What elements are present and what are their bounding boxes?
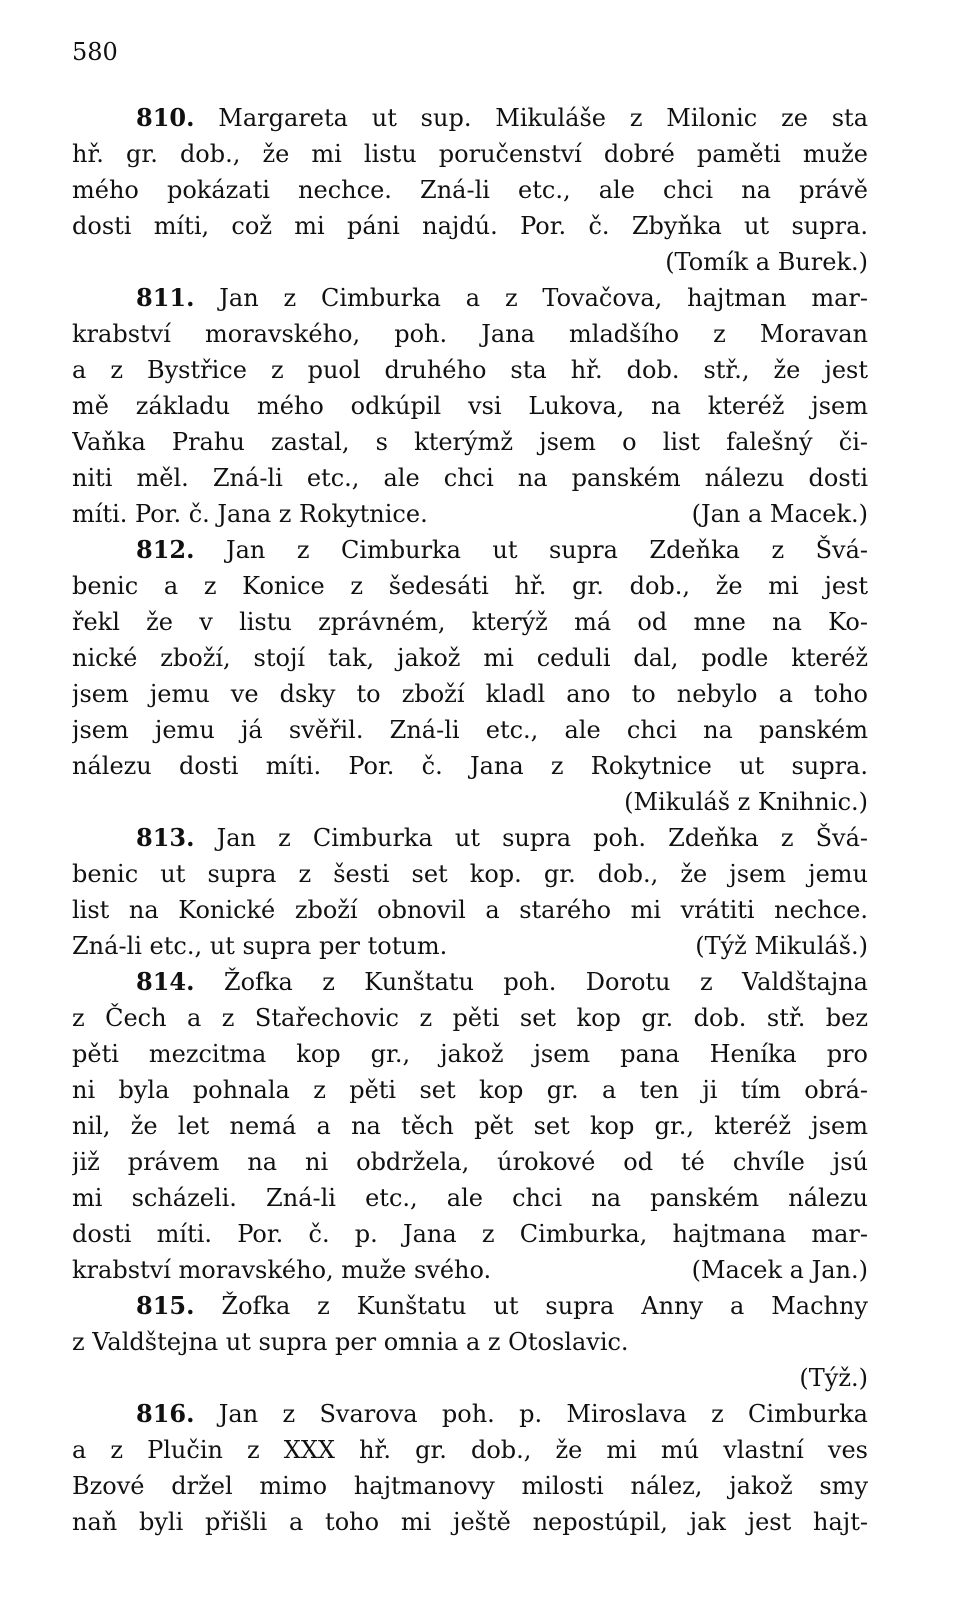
entry-text: míti. Por. č. Jana z Rokytnice. [72,500,428,528]
entry-812-line-4: nické zboží, stojí tak, jakož mi ceduli dal, podle kteréž [72,644,868,672]
entry-814-line-8: dosti míti. Por. č. p. Jana z Cimburka, hajtmana mar- [72,1220,868,1248]
entry-810-line-3: mého pokázati nechce. Zná-li etc., ale chci na právě [72,176,868,204]
entry-811-line-5: Vaňka Prahu zastal, s kterýmž jsem o list falešný či- [72,428,868,456]
entry-811-line-1 [72,280,868,316]
entry-815-line-2: z Valdštejna ut supra per omnia a z Otoslavic. [72,1328,629,1356]
entry-813-line-4 [72,928,868,964]
document-text [72,100,868,1540]
entry-814-line-4: ni byla pohnala z pěti set kop gr. a ten ji tím obrá- [72,1076,868,1104]
entry-number: 812. [136,535,195,564]
entry-number: 816. [136,1399,195,1428]
entry-811-line-2: krabství moravského, poh. Jana mladšího z Moravan [72,320,868,348]
entry-text: Jan z Cimburka ut supra Zdeňka z Švá- [225,536,868,564]
entry-816-line-4: naň byli přišli a toho mi ještě nepostúpil, jak jest hajt- [72,1508,868,1536]
entry-814-witnesses: (Macek a Jan.) [691,1256,868,1284]
entry-number: 814. [136,967,195,996]
entry-812-line-5: jsem jemu ve dsky to zboží kladl ano to nebylo a toho [72,680,868,708]
entry-812-line-7: nálezu dosti míti. Por. č. Jana z Rokytnice ut supra. [72,752,868,780]
entry-811-line-7 [72,496,868,532]
entry-812-line-6: jsem jemu já svěřil. Zná-li etc., ale chci na panském [72,716,868,744]
entry-816-line-2: a z Plučin z XXX hř. gr. dob., že mi mú vlastní ves [72,1436,868,1464]
entry-text: Žofka z Kunštatu ut supra Anny a Machny [221,1292,868,1320]
entry-810-line-4: dosti míti, což mi páni najdú. Por. č. Zbyňka ut supra. [72,212,868,240]
entry-number: 813. [136,823,195,852]
entry-814-line-6: již právem na ni obdržela, úrokové od té chvíle jsú [72,1148,868,1176]
entry-815-line-1 [72,1288,868,1324]
entry-814-line-5: nil, že let nemá a na těch pět set kop gr., kteréž jsem [72,1112,868,1140]
entry-814-line-3: pěti mezcitma kop gr., jakož jsem pana Heníka pro [72,1040,868,1068]
entry-814-line-9 [72,1252,868,1288]
entry-813-line-1 [72,820,868,856]
entry-811-line-4: mě základu mého odkúpil vsi Lukova, na kteréž jsem [72,392,868,420]
entry-text: Jan z Svarova poh. p. Miroslava z Cimburka [218,1400,868,1428]
entry-text: krabství moravského, muže svého. [72,1256,492,1284]
entry-810-witnesses: (Tomík a Burek.) [665,248,868,276]
entry-812-witnesses: (Mikuláš z Knihnic.) [624,788,868,816]
entry-812-line-1 [72,532,868,568]
entry-811-witnesses: (Jan a Macek.) [691,500,868,528]
entry-text: Žofka z Kunštatu poh. Dorotu z Valdštajna [223,968,868,996]
entry-816-line-1 [72,1396,868,1432]
page-number: 580 [72,38,118,66]
entry-810-line-2: hř. gr. dob., že mi listu poručenství dobré paměti muže [72,140,868,168]
entry-815-witnesses: (Týž.) [799,1364,868,1392]
entry-number: 815. [136,1291,195,1320]
entry-811-line-3: a z Bystřice z puol druhého sta hř. dob. stř., že jest [72,356,868,384]
entry-813-line-3: list na Konické zboží obnovil a starého mi vrátiti nechce. [72,896,868,924]
entry-text: Jan z Cimburka a z Tovačova, hajtman mar- [219,284,868,312]
entry-816-line-3: Bzové držel mimo hajtmanovy milosti nález, jakož smy [72,1472,868,1500]
entry-814-line-7: mi scházeli. Zná-li etc., ale chci na panském nálezu [72,1184,868,1212]
entry-810-line-1 [72,100,868,136]
entry-811-line-6: niti měl. Zná-li etc., ale chci na panském nálezu dosti [72,464,868,492]
entry-number: 810. [136,103,195,132]
entry-814-line-2: z Čech a z Stařechovic z pěti set kop gr. dob. stř. bez [72,1004,868,1032]
entry-text: Margareta ut sup. Mikuláše z Milonic ze sta [218,104,868,132]
entry-text: Jan z Cimburka ut supra poh. Zdeňka z Švá- [216,824,868,852]
entry-number: 811. [136,283,195,312]
entry-812-line-3: řekl že v listu zprávném, kterýž má od mne na Ko- [72,608,868,636]
entry-812-line-2: benic a z Konice z šedesáti hř. gr. dob., že mi jest [72,572,868,600]
entry-text: Zná-li etc., ut supra per totum. [72,932,448,960]
entry-813-witnesses: (Týž Mikuláš.) [695,932,868,960]
entry-813-line-2: benic ut supra z šesti set kop. gr. dob., že jsem jemu [72,860,868,888]
entry-814-line-1 [72,964,868,1000]
